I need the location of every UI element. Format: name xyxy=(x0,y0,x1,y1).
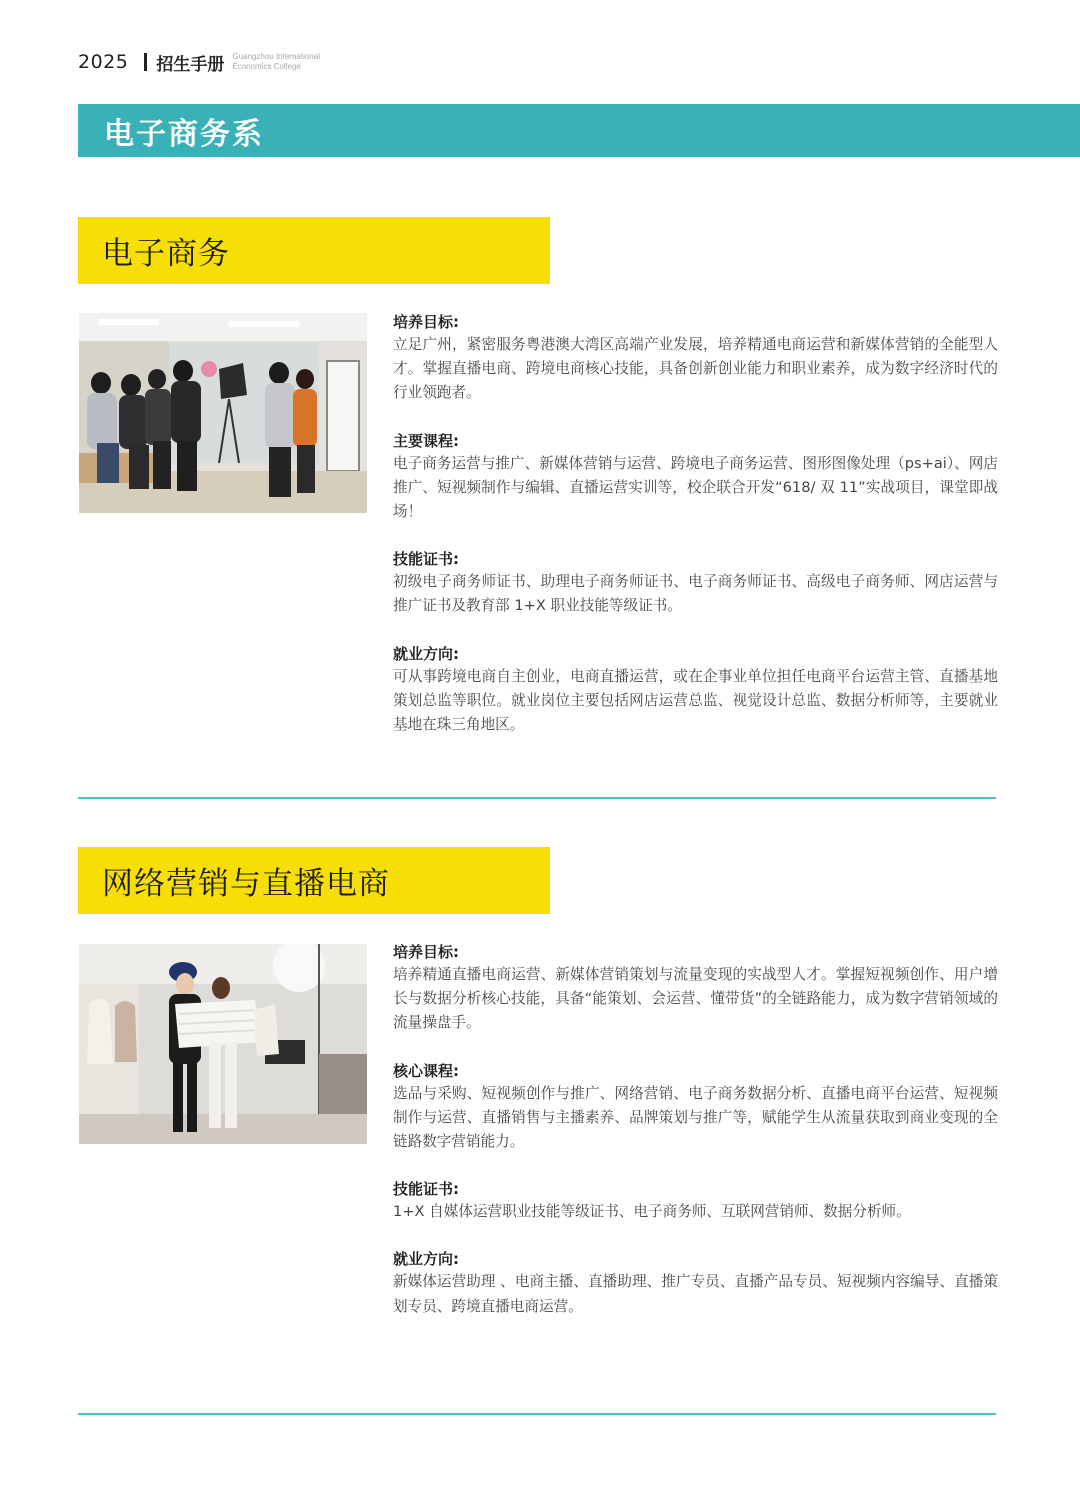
info-block-courses xyxy=(393,430,998,525)
header-separator xyxy=(144,53,147,71)
major-photo-livestream xyxy=(79,944,367,1144)
major-info-ecommerce xyxy=(393,311,998,761)
section-text: 可从事跨境电商自主创业，电商直播运营，或在企事业单位担任电商平台运营主管、直播基地策划总监等职位。就业岗位主要包括网店运营总监、视觉设计总监、数据分析师等，主要就业基地在珠三角地区。 xyxy=(393,667,998,734)
info-block-courses xyxy=(393,1060,998,1155)
major-title: 电子商务 xyxy=(102,236,230,272)
department-title: 电子商务系 xyxy=(104,116,264,152)
info-block-careers xyxy=(393,1248,998,1318)
major-title: 网络营销与直播电商 xyxy=(102,866,390,902)
section-label: 就业方向: xyxy=(393,1250,459,1269)
department-banner xyxy=(78,104,1080,157)
page-header xyxy=(78,47,320,77)
info-block-certificates xyxy=(393,548,998,618)
major-photo-ecommerce xyxy=(79,313,367,513)
section-text: 新媒体运营助理 、电商主播、直播助理、推广专员、直播产品专员、短视频内容编导、直播策划专员、跨境直播电商运营。 xyxy=(393,1273,998,1315)
major-title-banner xyxy=(78,847,550,914)
major-info-livestream xyxy=(393,941,998,1343)
info-block-careers xyxy=(393,643,998,738)
section-label: 技能证书: xyxy=(393,550,459,569)
college-name xyxy=(232,52,320,72)
section-label: 核心课程: xyxy=(393,1061,459,1080)
section-label: 就业方向: xyxy=(393,644,459,663)
section-label: 主要课程: xyxy=(393,431,459,450)
year: 2025 xyxy=(78,51,129,73)
section-text: 电子商务运营与推广、新媒体营销与运营、跨境电子商务运营、图形图像处理（ps+ai）、网店推广、短视频制作与编辑、直播运营实训等，校企联合开发“618/ 双 11”实战项目，课堂即战场！ xyxy=(393,454,998,521)
info-block-goals xyxy=(393,311,998,406)
major-title-banner xyxy=(78,217,550,284)
info-block-certificates xyxy=(393,1178,998,1224)
college-name-line2: Economics College xyxy=(232,62,301,71)
section-divider xyxy=(78,797,996,799)
info-block-goals xyxy=(393,941,998,1036)
classroom-photo xyxy=(79,313,367,513)
section-text: 初级电子商务师证书、助理电子商务师证书、电子商务师证书、高级电子商务师、网店运营与推广证书及教育部 1+X 职业技能等级证书。 xyxy=(393,573,998,615)
section-label: 技能证书: xyxy=(393,1180,459,1199)
section-label: 培养目标: xyxy=(393,313,459,331)
college-name-line1: Guangzhou International xyxy=(232,52,320,61)
brochure-title: 招生手册 xyxy=(156,54,225,75)
section-text: 选品与采购、短视频创作与推广、网络营销、电子商务数据分析、直播电商平台运营、短视频制作与运营、直播销售与主播素养、品牌策划与推广等，赋能学生从流量获取到商业变现的全链路数字营销能力。 xyxy=(393,1084,998,1151)
section-text: 立足广州，紧密服务粤港澳大湾区高端产业发展，培养精通电商运营和新媒体营销的全能型人才。掌握直播电商、跨境电商核心技能，具备创新创业能力和职业素养，成为数字经济时代的行业领跑者。 xyxy=(393,336,998,402)
section-text: 培养精通直播电商运营、新媒体营销策划与流量变现的实战型人才。掌握短视频创作、用户增长与数据分析核心技能，具备“能策划、会运营、懂带货”的全链路能力，成为数字营销领域的流量操盘手。 xyxy=(393,966,998,1032)
section-divider xyxy=(78,1413,996,1415)
section-label: 培养目标: xyxy=(393,943,459,961)
studio-photo xyxy=(79,944,367,1144)
section-text: 1+X 自媒体运营职业技能等级证书、电子商务师、互联网营销师、数据分析师。 xyxy=(393,1203,911,1221)
